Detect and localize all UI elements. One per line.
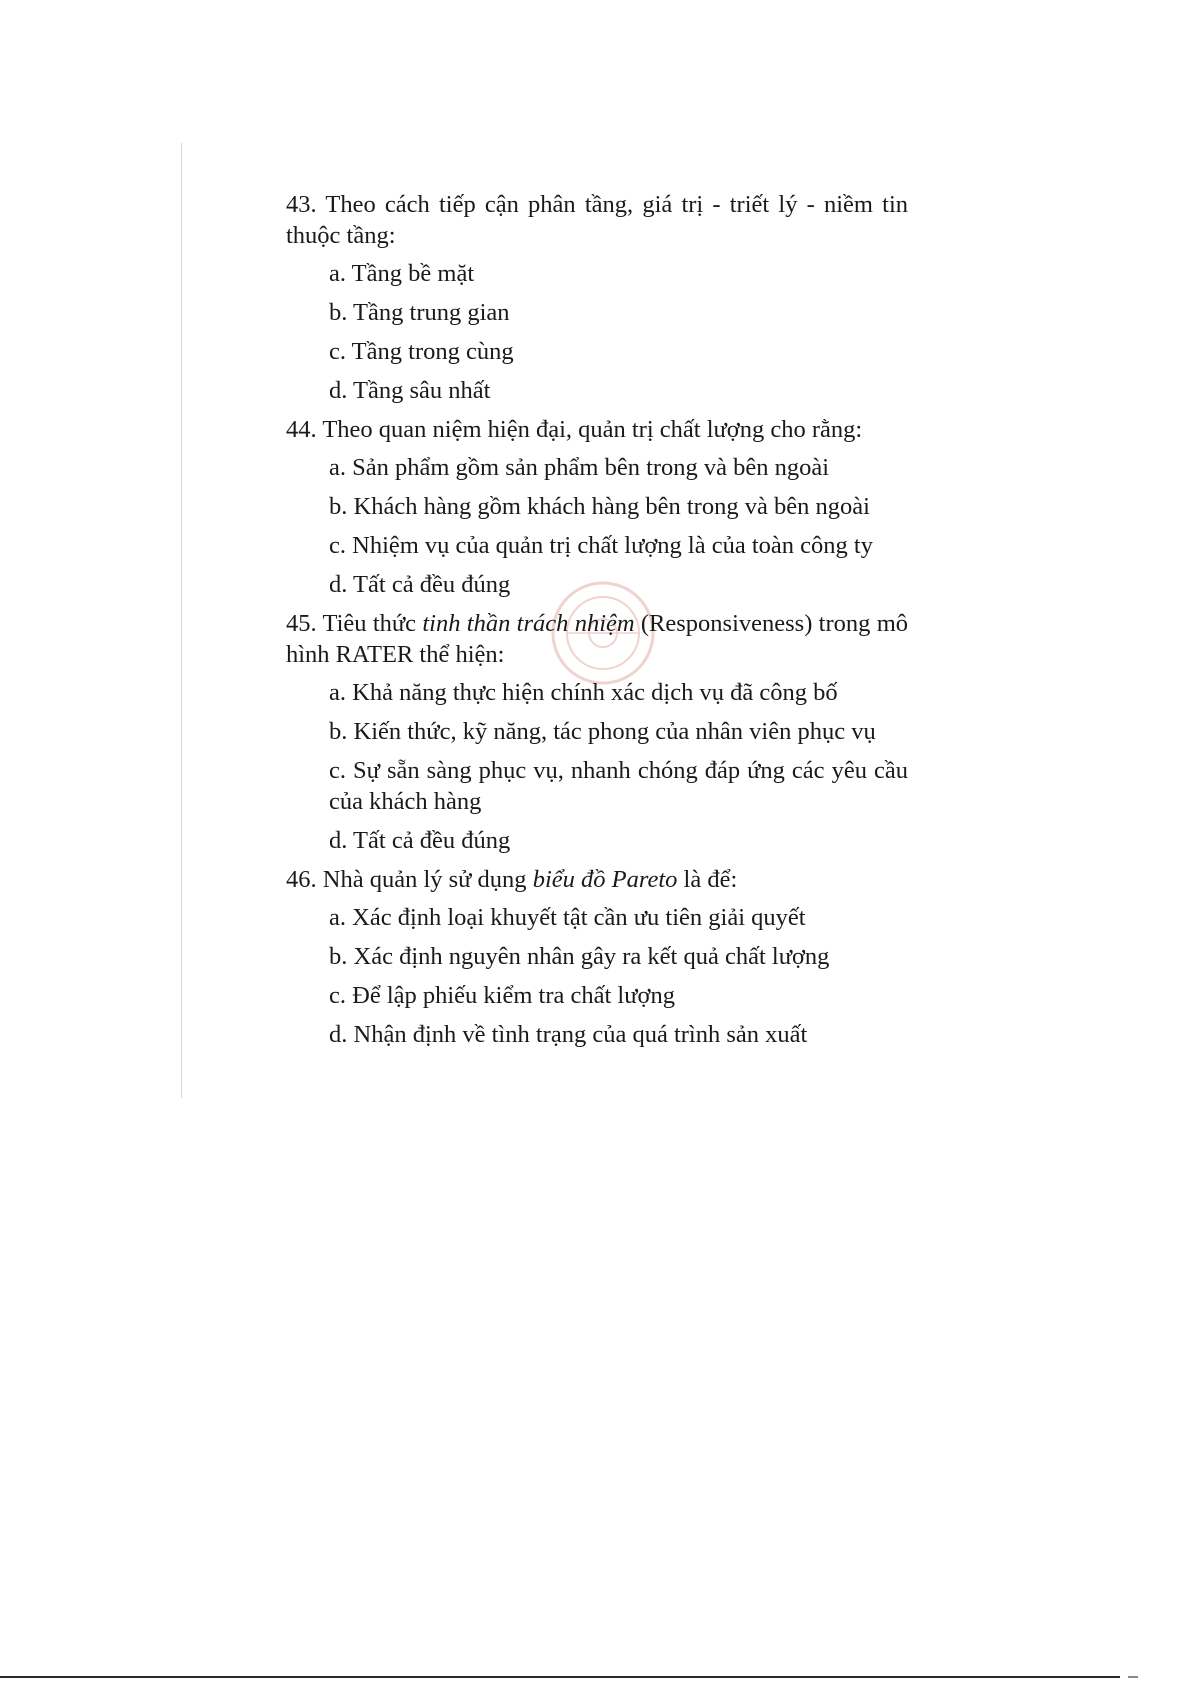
question-44 (286, 414, 908, 600)
answer-options (329, 452, 908, 600)
answer-option-a: a. Tầng bề mặt (329, 260, 475, 287)
answer-option-a: a. Xác định loại khuyết tật cần ưu tiên giải quyết (329, 904, 806, 931)
question-number: 46. (286, 866, 317, 893)
answer-option-b: b. Khách hàng gồm khách hàng bên trong và bên ngoài (329, 493, 870, 520)
answer-option-d: d. Tất cả đều đúng (329, 827, 511, 854)
question-number: 45. (286, 610, 317, 637)
question-stem-before: Nhà quản lý sử dụng (322, 866, 527, 893)
question-stem: Theo quan niệm hiện đại, quản trị chất lượng cho rằng: (322, 416, 863, 443)
question-stem-before: Tiêu thức (322, 610, 417, 637)
answer-option-b: b. Tầng trung gian (329, 299, 510, 326)
question-text (286, 189, 908, 251)
answer-option-d: d. Nhận định về tình trạng của quá trình sản xuất (329, 1021, 808, 1048)
answer-option-d: d. Tất cả đều đúng (329, 571, 511, 598)
answer-options (329, 677, 908, 856)
question-stem-after: (Responsiveness) trong mô hình RATER thể hiện: (286, 610, 909, 668)
question-stem-italic: tinh thần trách nhiệm (422, 610, 635, 637)
question-45 (286, 608, 908, 856)
question-stem: Theo cách tiếp cận phân tầng, giá trị - triết lý - niềm tin thuộc tầng: (286, 191, 909, 249)
question-number: 43. (286, 191, 317, 218)
question-text (286, 414, 908, 445)
page-bottom-tick (1128, 1676, 1138, 1678)
page-margin-line (181, 143, 182, 1098)
question-text (286, 608, 908, 670)
answer-option-a: a. Khả năng thực hiện chính xác dịch vụ đã công bố (329, 679, 838, 706)
answer-option-b: b. Xác định nguyên nhân gây ra kết quả chất lượng (329, 943, 830, 970)
question-text (286, 864, 908, 895)
answer-option-b: b. Kiến thức, kỹ năng, tác phong của nhân viên phục vụ (329, 718, 876, 745)
question-46 (286, 864, 908, 1050)
question-43 (286, 189, 908, 406)
answer-option-c: c. Tầng trong cùng (329, 338, 514, 365)
question-stem-after: là để: (683, 866, 738, 893)
answer-options (329, 902, 908, 1050)
answer-options (329, 258, 908, 406)
answer-option-c: c. Nhiệm vụ của quản trị chất lượng là của toàn công ty (329, 532, 873, 559)
answer-option-d: d. Tầng sâu nhất (329, 377, 491, 404)
question-number: 44. (286, 416, 317, 443)
answer-option-a: a. Sản phẩm gồm sản phẩm bên trong và bên ngoài (329, 454, 830, 481)
question-stem-italic: biểu đồ Pareto (532, 866, 678, 893)
page-bottom-line (0, 1676, 1120, 1678)
question-list (286, 189, 908, 1058)
answer-option-c: c. Sự sẵn sàng phục vụ, nhanh chóng đáp ứng các yêu cầu của khách hàng (329, 757, 908, 815)
answer-option-c: c. Để lập phiếu kiểm tra chất lượng (329, 982, 675, 1009)
